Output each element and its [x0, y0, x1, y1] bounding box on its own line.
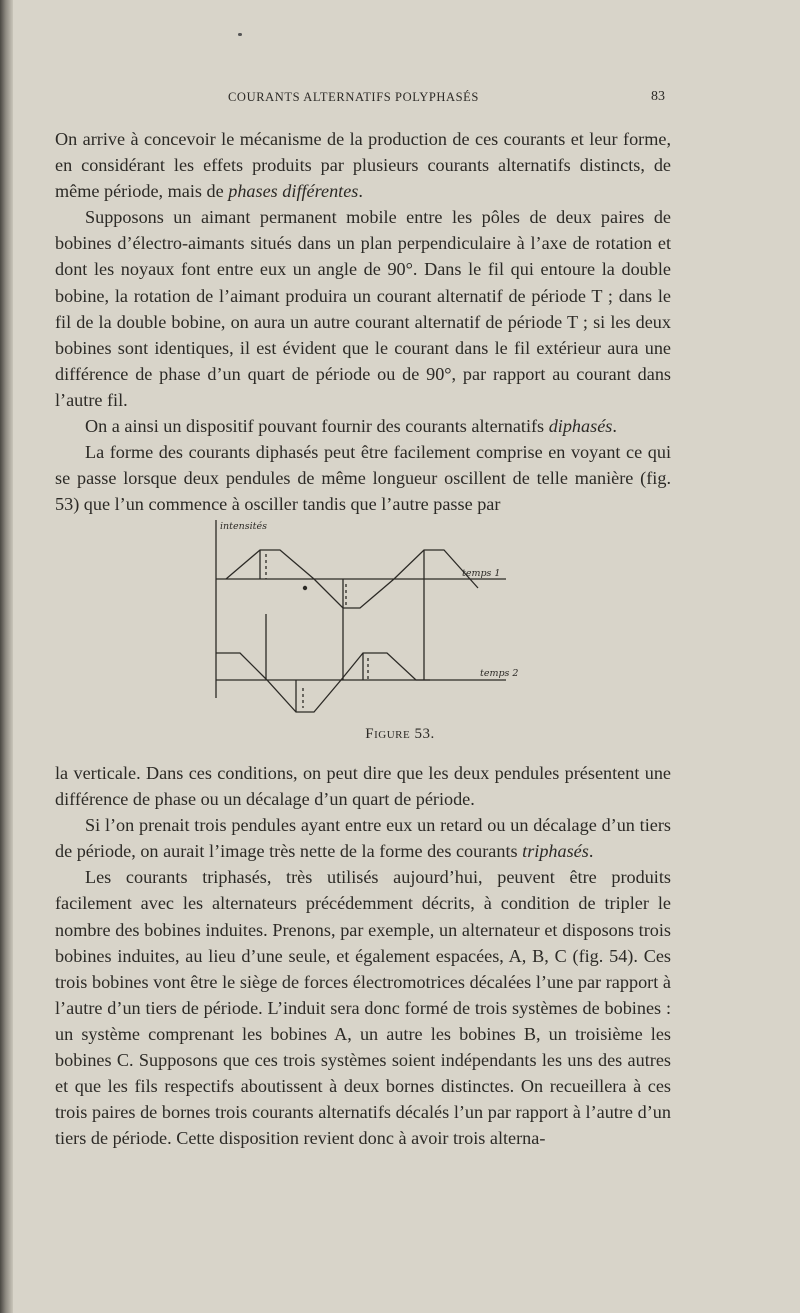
emphasis: triphasés: [522, 841, 589, 862]
caption-number: 53.: [414, 726, 435, 742]
book-binding-shadow: [0, 0, 13, 1313]
wave-2: [216, 653, 430, 712]
ink-speck: [238, 33, 242, 36]
page-number: 83: [651, 89, 665, 104]
figure-caption: [0, 726, 800, 743]
running-title: COURANTS ALTERNATIFS POLYPHASÉS: [228, 90, 479, 104]
paragraph: La forme des courants diphasés peut être facilement comprise en voyant ce qui se passe lorsque deux pendules de même longueur oscillent de telle manière (fig. 53) que l’un commence à osciller tandis que l’autre passe par: [55, 442, 671, 515]
emphasis: diphasés: [548, 416, 613, 437]
paragraph: On a ainsi un dispositif pouvant fournir des courants alternatifs diphasés.: [85, 416, 617, 437]
label-temps-2: temps 2: [480, 668, 519, 679]
figure-53-diagram: [210, 516, 519, 722]
paragraph: Si l’on prenait trois pendules ayant entre eux un retard ou un décalage d’un tiers de période, on aurait l’image très nette de la forme des courants triphasés.: [55, 815, 671, 862]
emphasis: phases différentes: [228, 181, 359, 202]
paragraph: Les courants triphasés, très utilisés aujourd’hui, peuvent être produits facilement avec les alternateurs précédemment décrits, à condition de tripler le nombre des bobines induites. Prenons, par exemple, un alternateur et disposons trois bobines induites, au lieu d’une seule, et également espacées, A, B, C (fig. 54). Ces trois bobines vont être le siège de forces électromotrices décalées l’une par rapport à l’autre d’un tiers de période. L’induit sera donc formé de trois systèmes de bobines : un système comprenant les bobines A, un autre les bobines B, un troisième les bobines C. Supposons que ces trois systèmes soient indépendants les uns des autres et que les fils respectifs aboutissent à deux bornes distinctes. On recueillera à ces trois paires de bornes trois courants alternatifs décalés l’un par rapport à l’autre d’un tiers de période. Cette disposition revient donc à avoir trois alterna-: [55, 867, 671, 1149]
label-temps-1: temps 1: [462, 568, 501, 579]
text-block-top: [55, 126, 671, 517]
running-head: [0, 90, 800, 112]
caption-word: Figure: [365, 726, 411, 742]
paragraph: On arrive à concevoir le mécanisme de la production de ces courants et leur forme, en considérant les effets produits par plusieurs courants alternatifs distincts, de même période, mais de phases différentes.: [55, 129, 671, 202]
paragraph: la verticale. Dans ces conditions, on peut dire que les deux pendules présentent une différence de phase ou un décalage d’un quart de période.: [55, 763, 671, 810]
text-block-bottom: [55, 760, 671, 1151]
paragraph: Supposons un aimant permanent mobile entre les pôles de deux paires de bobines d’électro-aimants situés dans un plan perpendiculaire à l’axe de rotation et dont les noyaux font entre eux un angle de 90°. Dans le fil qui entoure la double bobine, la rotation de l’aimant produira un courant alternatif de période T ; dans le fil de la double bobine, on aura un autre courant alternatif de période T ; si les deux bobines sont identiques, il est évident que le courant dans le fil extérieur aura une différence de phase d’un quart de période ou de 90°, par rapport au courant dans l’autre fil.: [55, 207, 671, 410]
label-intensites: intensités: [220, 521, 267, 532]
